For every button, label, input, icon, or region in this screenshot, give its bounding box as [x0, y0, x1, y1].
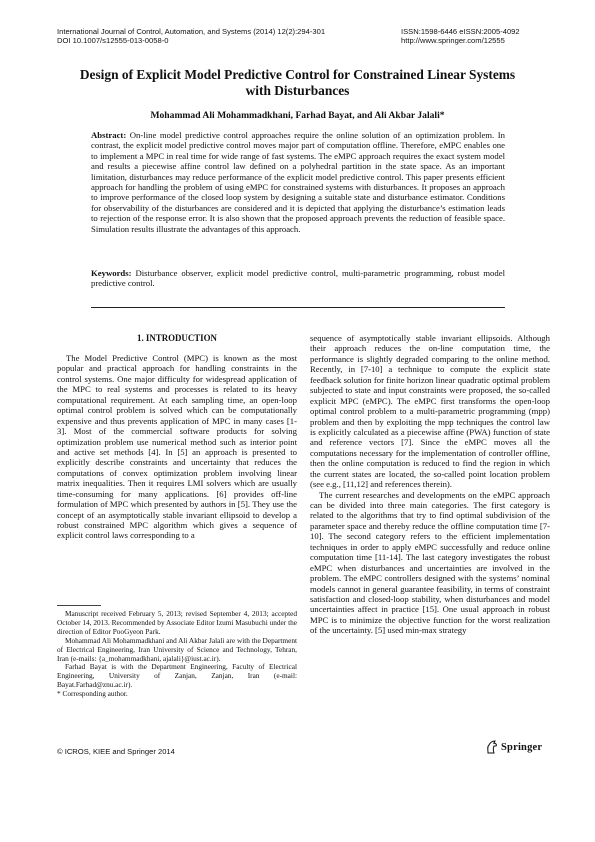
keywords-label: Keywords: — [91, 268, 132, 278]
abstract-label: Abstract: — [91, 130, 127, 140]
springer-wordmark: Springer — [501, 741, 543, 753]
paper-title: Design of Explicit Model Predictive Control for Constrained Linear Systems with Disturbances — [79, 67, 516, 98]
journal-citation: International Journal of Control, Automation, and Systems (2014) 12(2):294-301 — [57, 27, 326, 36]
author-list: Mohammad Ali Mohammadkhani, Farhad Bayat, and Ali Akbar Jalali* — [150, 110, 445, 121]
doi: DOI 10.1007/s12555-013-0058-0 — [57, 36, 169, 46]
abstract-text: On-line model predictive control approaches require the online solution of an optimization problem. In contrast, the explicit model predictive control moves major part of computation offline. Therefore, eMPC enables one to implement a MPC in real time for wide range of fast systems. The eMPC approach requires the exact system model and results a piecewise affine control law defined on a polyhedral partition in the state space. As an important limitation, disturbances may reduce performance of the explicit model predictive control. This paper presents efficient approach for handling the problem of using eMPC for constrained systems with disturbances. It proposes an approach to improve performance of the closed loop system by designing a suitable state and disturbance estimator. Conditions for observability of the disturbances are considered and it is depicted that applying the disturbance’s estimation leads to rejection of the response error. It is also shown that the proposed approach prevents the reduction of feasible space. Simulation results illustrate the advantages of this approach. — [91, 130, 505, 234]
footnote-received: Manuscript received February 5, 2013; revised September 4, 2013; accepted October 14, 2013. Recommended by Associate Editor Izumi Masubuchi under the direction of Editor PooGyeon Park. — [57, 609, 297, 636]
footnote-affiliation-2: Farhad Bayat is with the Department Engineering, Faculty of Electrical Engineering, University of Zanjan, Zanjan, Iran (e-mail: Bayat.Farhad@znu.ac.ir). — [57, 662, 297, 690]
journal-url[interactable]: http://www.springer.com/12555 — [401, 36, 505, 46]
intro-paragraph-2: The current researches and developments on the eMPC approach can be divided into three main categories. The first category is related to the algorithms that try to find optimal subdivision of the parameter space and thereby reduce the offline computation time [7-10]. The second category refers to the efficient implementation techniques in order to apply eMPC successfully and reduce online computation time [11-14]. The last category investigates the robust eMPC when disturbances and uncertainties are involved in the problem. The eMPC controllers designed with the systems’ nominal models cannot in general guarantee feasibility, in terms of constraint satisfaction and closed-loop stability, when disturbances and model uncertainties affect in practice [15]. One usual approach in robust MPC is to minimize the objective function for the worst realization of the uncertainty. [5] used min-max strategy — [310, 489, 550, 636]
footnote-corresponding: * Corresponding author. — [57, 689, 128, 699]
abstract — [91, 130, 505, 234]
footnote-affiliation-1: Mohammad Ali Mohammadkhani and Ali Akbar Jalali are with the Department of Electrical Engineering, Iran University of Science and Technology, Tehran, Iran (e-mails: {a_mohammadkhani, ajalali}@iust.ac.ir). — [57, 635, 297, 663]
footnote-rule — [57, 605, 101, 606]
intro-paragraph-1: The Model Predictive Control (MPC) is known as the most popular and practical approach for handling constraints in the control systems. One major difficulty for widespread application of the MPC to real systems and processes is related to its heavy computational requirement. At each sampling time, an open-loop optimal control problem is solved which can be computationally expensive and thus prevents application of MPC in many cases [1-3]. Most of the commercial software products for solving optimization problem use numerical method such as interior point and active set methods [4]. In [5] an approach is presented to explicitly describe constraints and uncertainty that reduces the computations of convex optimization problem involving linear matrix inequalities. Then it requires LMI solvers which are usually time-consuming for many applications. [6] provides off-line formulation of MPC which presented by authors in [5]. They use the concept of an asymptotically stable invariant ellipsoid to develop a robust constrained MPC algorithm which gives a sequence of explicit control laws corresponding to a — [57, 353, 297, 541]
copyright-notice: © ICROS, KIEE and Springer 2014 — [57, 747, 175, 756]
left-column — [57, 353, 297, 541]
issn-header — [401, 27, 520, 46]
section-divider — [91, 307, 505, 308]
springer-horse-icon — [485, 740, 498, 754]
footnotes — [57, 610, 297, 699]
intro-paragraph-1-cont: sequence of asymptotically stable invariant ellipsoids. Although their approach reduces the on-line computation time, the performance is slightly degraded comparing to the online method. Recently, in [7-10] a technique to compute the explicit state feedback solution for finite horizon linear quadratic optimal problem subjected to state and input constraints were proposed, the so-called explicit MPC (eMPC). The eMPC first transforms the open-loop optimal control problem to a multi-parametric programming (mpp) problem and then by exploiting the mpp techniques the control law is explicitly calculated as a piecewise affine (PWA) function of state and reference vectors [7]. Since the eMPC moves all the computations necessary for the implementation of controller offline, then the online computation is reduced to find the region in which the current states are located, the so-called point location problem (see e.g., [11,12] and references therein). — [310, 333, 550, 490]
journal-header — [57, 27, 325, 46]
right-column — [310, 333, 550, 636]
issn: ISSN:1598-6446 eISSN:2005-4092 — [401, 27, 520, 36]
keywords-text: Disturbance observer, explicit model predictive control, multi-parametric programming, robust model predictive control. — [91, 268, 505, 289]
springer-logo — [485, 740, 542, 754]
section-heading-introduction: 1. INTRODUCTION — [137, 333, 217, 343]
keywords — [91, 268, 505, 289]
